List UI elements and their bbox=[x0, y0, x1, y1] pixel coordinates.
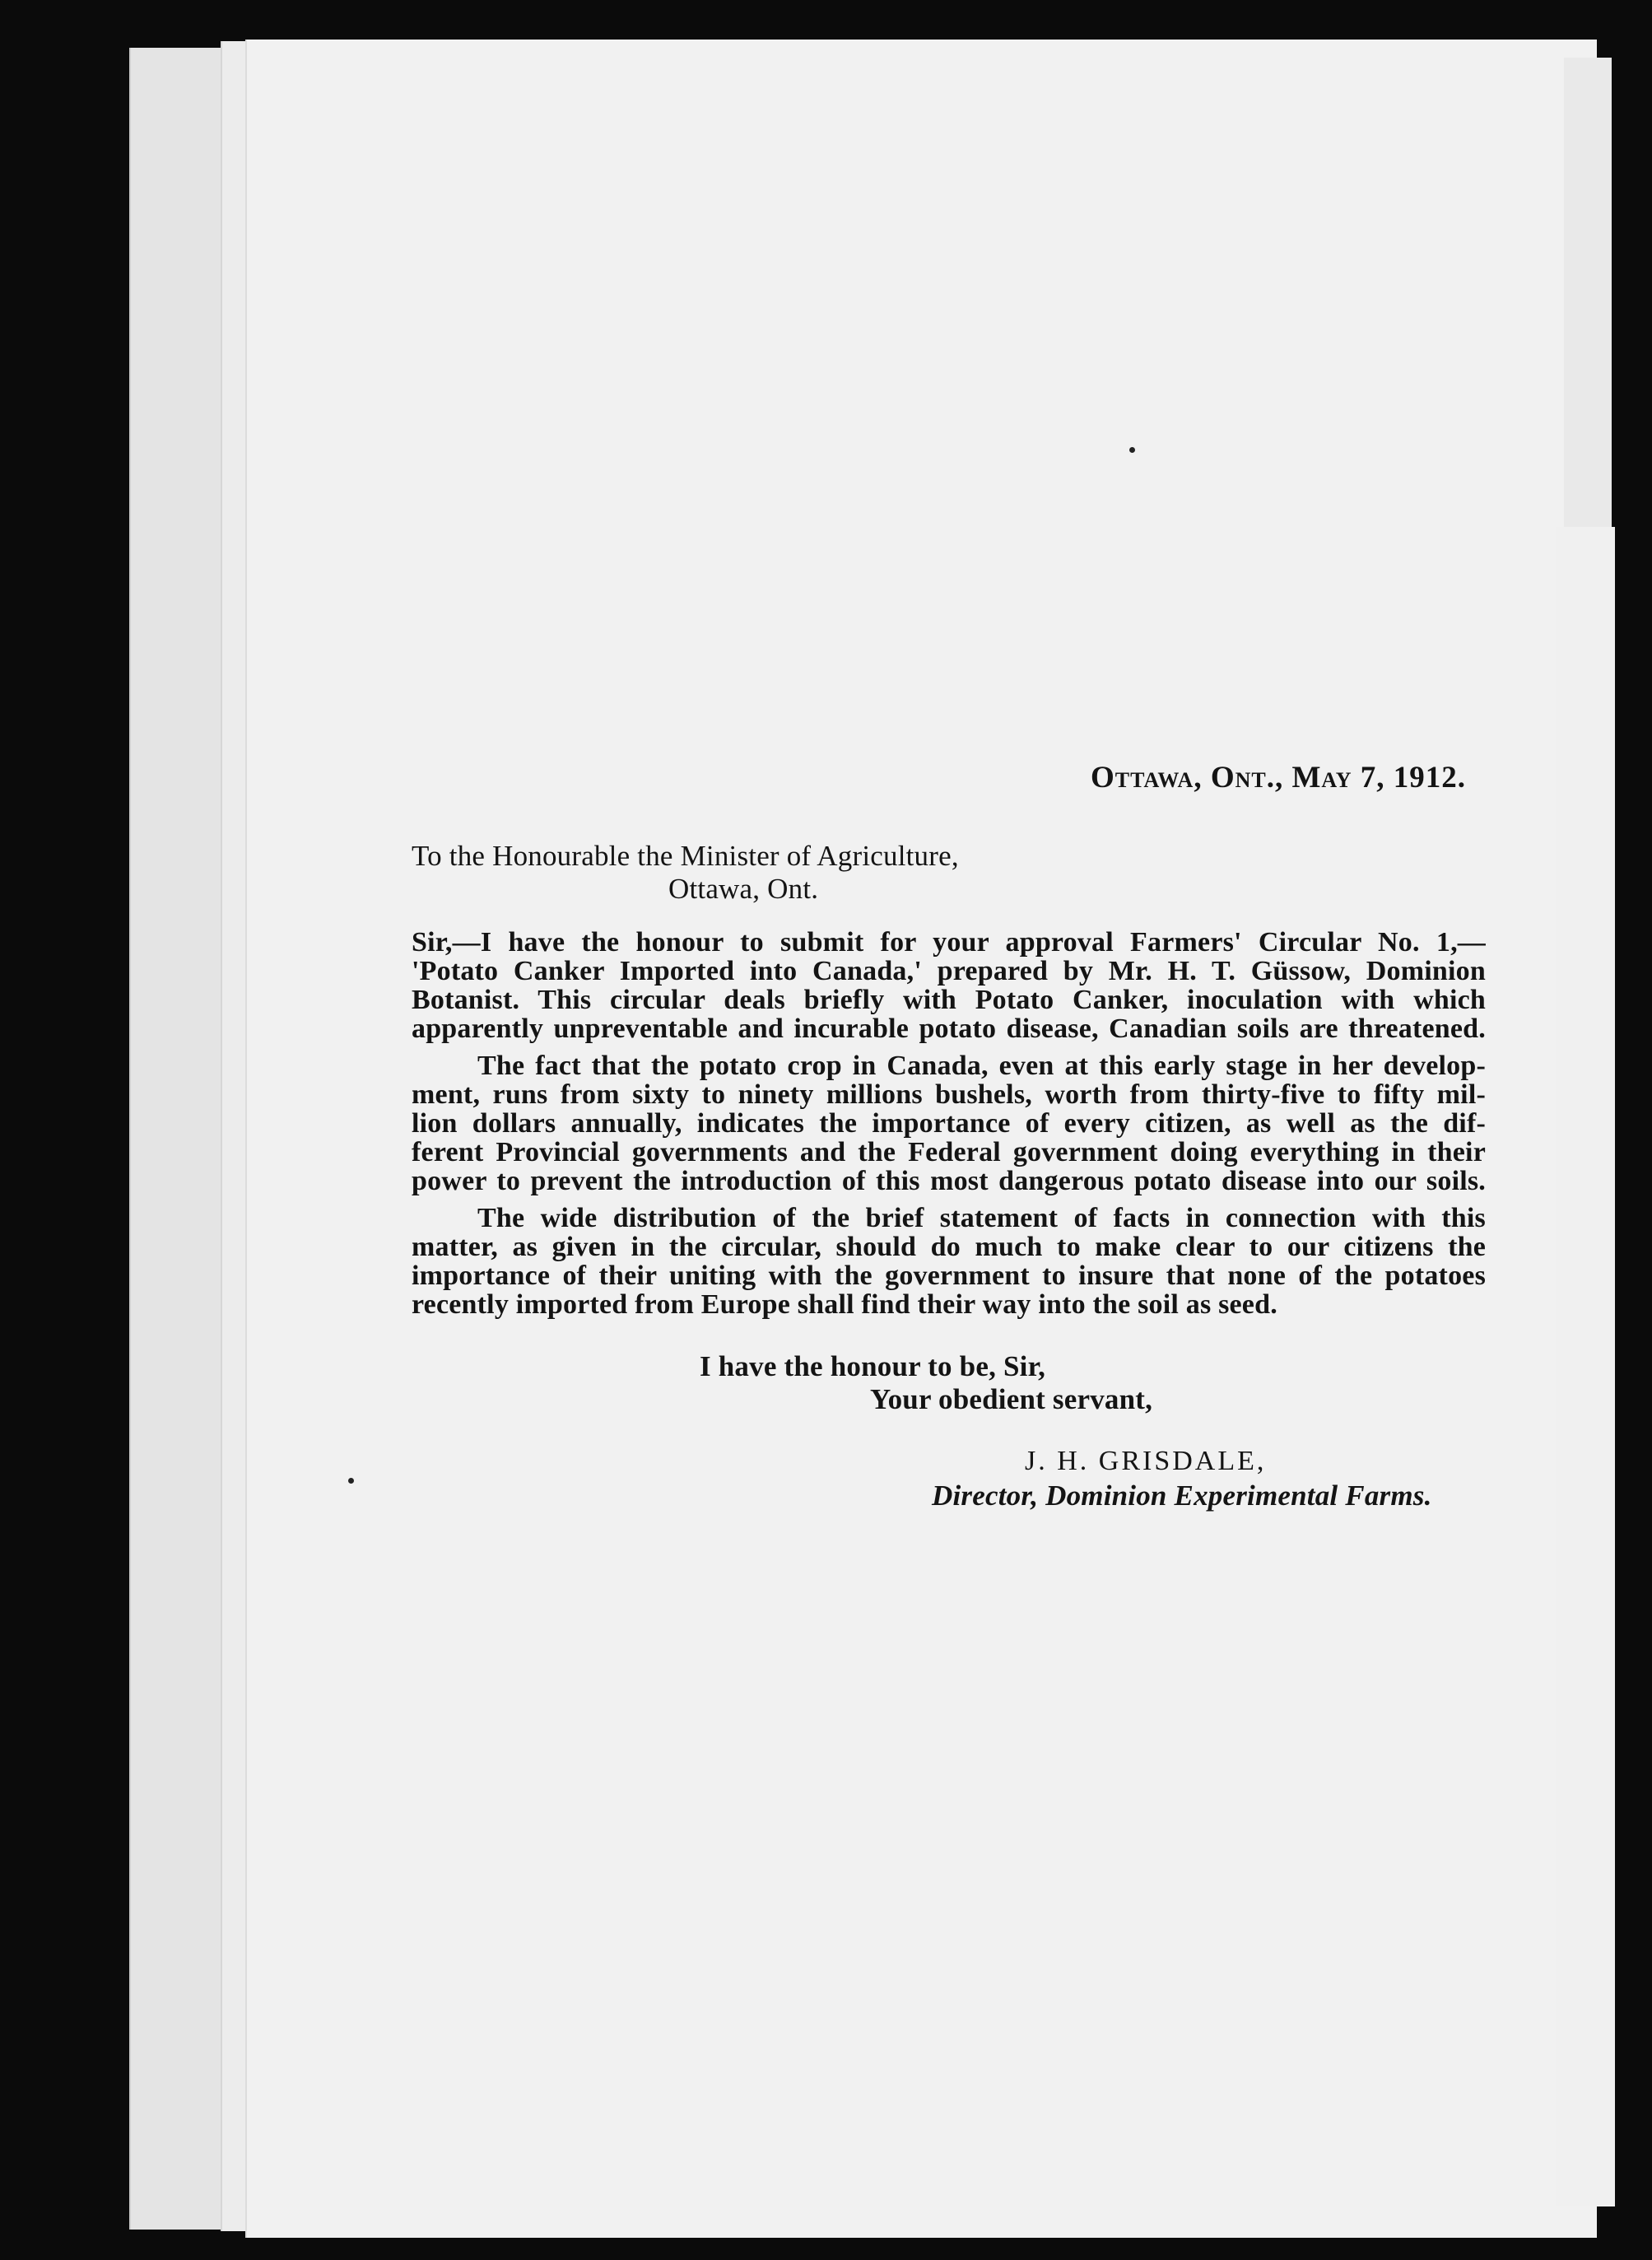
paragraph-line: importance of their uniting with the government to insure that none of the potatoes bbox=[412, 1260, 1486, 1291]
paragraph-line: Sir,—I have the honour to submit for your approval Farmers' Circular No. 1,— bbox=[412, 927, 1486, 958]
paragraph-line: ferent Provincial governments and the Federal government doing everything in their bbox=[412, 1137, 1486, 1167]
address-line: To the Honourable the Minister of Agriculture, bbox=[412, 840, 959, 872]
signer-title: Director, Dominion Experimental Farms. bbox=[932, 1479, 1432, 1512]
paragraph-line: recently imported from Europe shall find their way into the soil as seed. bbox=[412, 1289, 1277, 1320]
paragraph-line: Botanist. This circular deals briefly with Potato Canker, inoculation with which bbox=[412, 985, 1486, 1015]
paragraph-line: matter, as given in the circular, should do much to make clear to our citizens the bbox=[412, 1232, 1486, 1262]
paragraph-line: power to prevent the introduction of this most dangerous potato disease into our soils. bbox=[412, 1166, 1486, 1196]
dateline: Ottawa, Ont., May 7, 1912. bbox=[1091, 761, 1467, 794]
paragraph-line: The fact that the potato crop in Canada, even at this early stage in her develop- bbox=[477, 1051, 1486, 1081]
paragraph-line: ment, runs from sixty to ninety millions bushels, worth from thirty-five to fifty mil- bbox=[412, 1079, 1486, 1110]
paragraph-line: 'Potato Canker Imported into Canada,' prepared by Mr. H. T. Güssow, Dominion bbox=[412, 956, 1486, 986]
closing-line: I have the honour to be, Sir, bbox=[700, 1350, 1046, 1382]
paragraph-line: apparently unpreventable and incurable potato disease, Canadian soils are threatened. bbox=[412, 1014, 1486, 1044]
paragraph-line: lion dollars annually, indicates the importance of every citizen, as well as the dif- bbox=[412, 1108, 1486, 1139]
paragraph-line: The wide distribution of the brief statement of facts in connection with this bbox=[477, 1203, 1486, 1233]
closing-line: Your obedient servant, bbox=[870, 1383, 1153, 1415]
signer-name: J. H. GRISDALE, bbox=[1025, 1446, 1267, 1476]
address-line: Ottawa, Ont. bbox=[668, 873, 819, 905]
